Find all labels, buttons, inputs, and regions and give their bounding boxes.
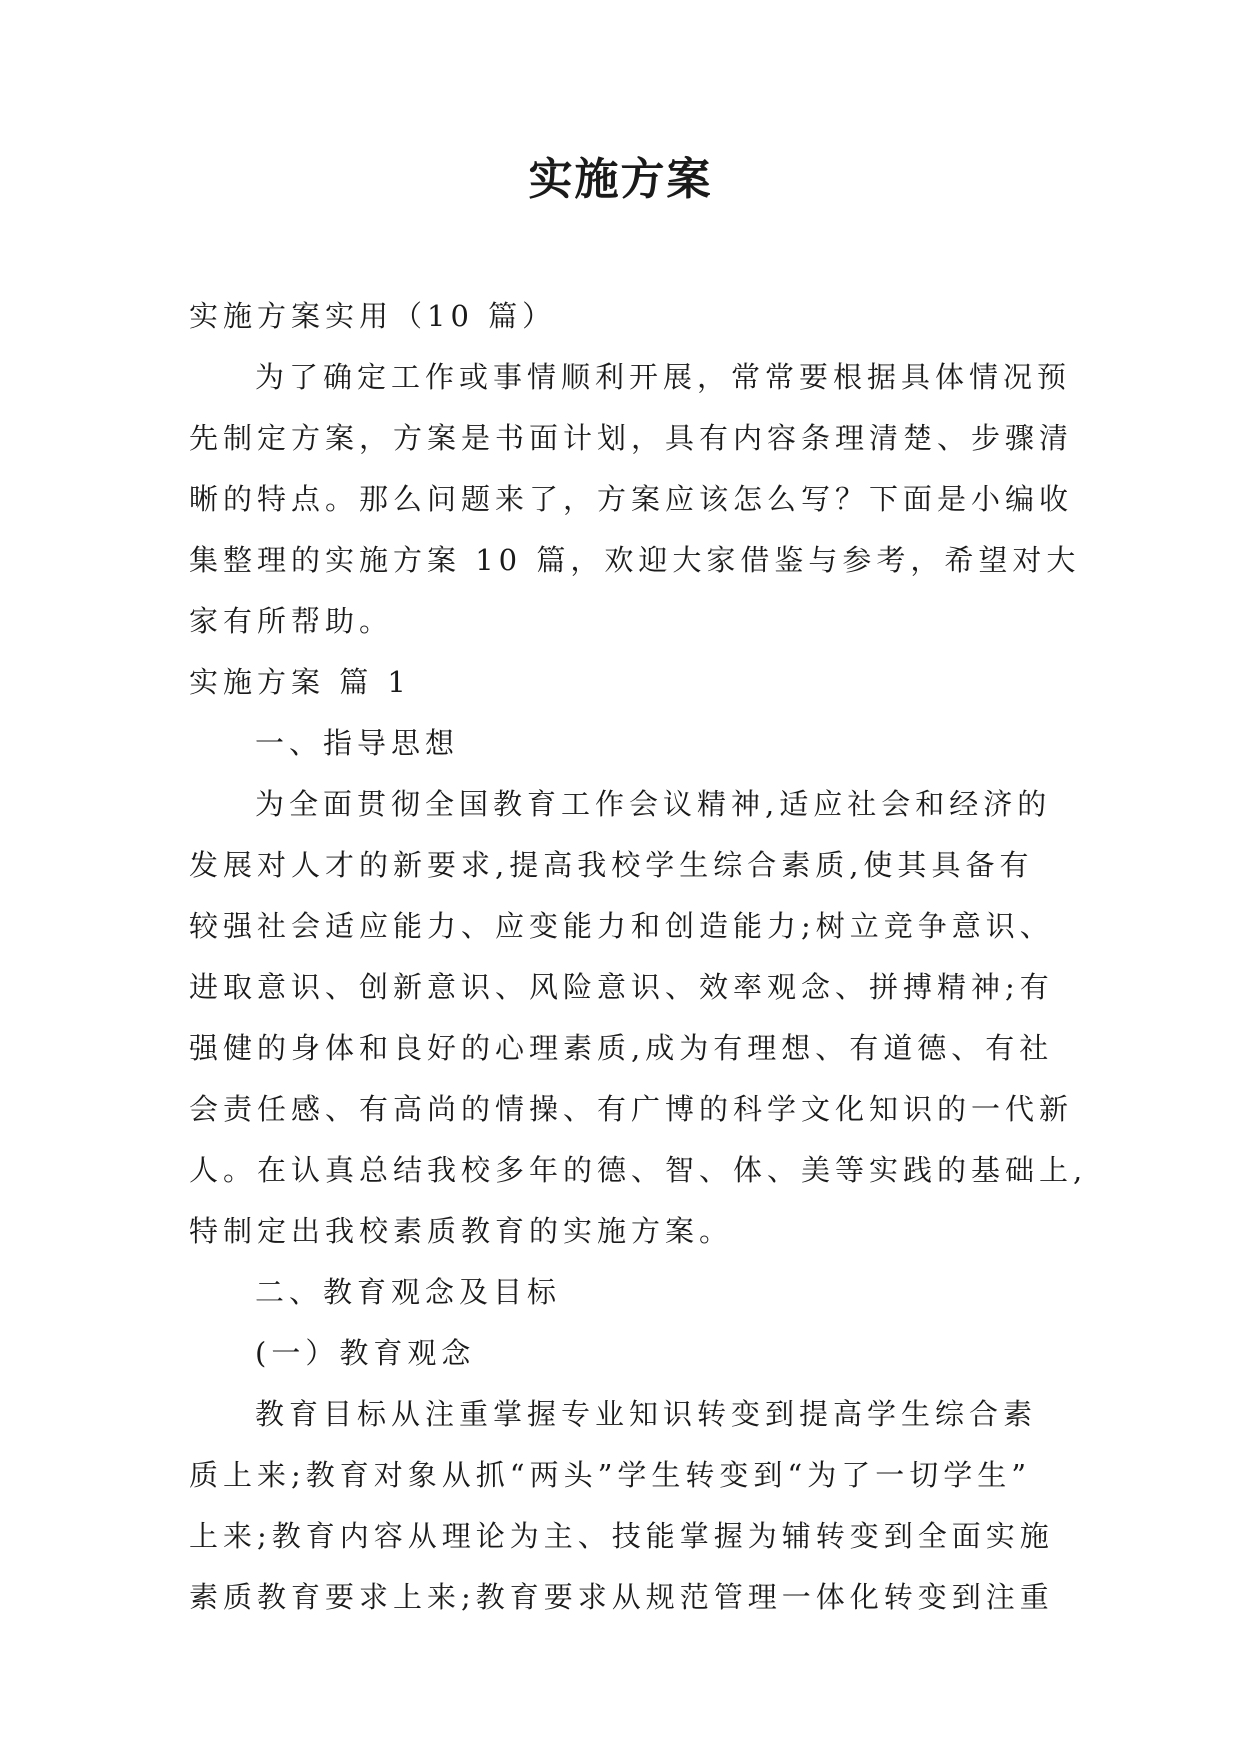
- paragraph-line: 特制定出我校素质教育的实施方案。: [189, 1214, 734, 1248]
- paragraph-line: 先制定方案，方案是书面计划，具有内容条理清楚、步骤清: [189, 421, 1074, 455]
- paragraph-line: 实施方案 篇 1: [189, 665, 411, 699]
- paragraph-line: 一、指导思想: [255, 726, 460, 760]
- paragraph-line: 实施方案实用（10 篇）: [189, 299, 557, 333]
- paragraph-line: (一）教育观念: [255, 1336, 476, 1370]
- document-title: 实施方案: [528, 154, 713, 205]
- document-body: [189, 286, 1088, 1628]
- paragraph-line: 进取意识、创新意识、风险意识、效率观念、拼搏精神;有: [189, 970, 1054, 1004]
- paragraph-line: 素质教育要求上来;教育要求从规范管理一体化转变到注重: [189, 1580, 1054, 1614]
- paragraph-line: 教育目标从注重掌握专业知识转变到提高学生综合素: [255, 1397, 1038, 1431]
- paragraph-line: 为了确定工作或事情顺利开展，常常要根据具体情况预: [255, 360, 1072, 394]
- paragraph-line: 发展对人才的新要求,提高我校学生综合素质,使其具备有: [189, 848, 1034, 882]
- paragraph-line: 家有所帮助。: [189, 604, 394, 638]
- paragraph-line: 晰的特点。那么问题来了，方案应该怎么写？下面是小编收: [189, 482, 1074, 516]
- paragraph-line: 集整理的实施方案 10 篇，欢迎大家借鉴与参考，希望对大: [189, 543, 1081, 577]
- paragraph-line: 会责任感、有高尚的情操、有广博的科学文化知识的一代新: [189, 1092, 1074, 1126]
- paragraph-line: 人。在认真总结我校多年的德、智、体、美等实践的基础上,: [189, 1153, 1088, 1187]
- paragraph-line: 二、教育观念及目标: [255, 1275, 562, 1309]
- paragraph-line: 较强社会适应能力、应变能力和创造能力;树立竞争意识、: [189, 909, 1054, 943]
- paragraph-line: 上来;教育内容从理论为主、技能掌握为辅转变到全面实施: [189, 1519, 1054, 1553]
- paragraph-line: 为全面贯彻全国教育工作会议精神,适应社会和经济的: [255, 787, 1052, 821]
- paragraph-line: 质上来;教育对象从抓“两头”学生转变到“为了一切学生”: [189, 1458, 1032, 1492]
- paragraph-line: 强健的身体和良好的心理素质,成为有理想、有道德、有社: [189, 1031, 1054, 1065]
